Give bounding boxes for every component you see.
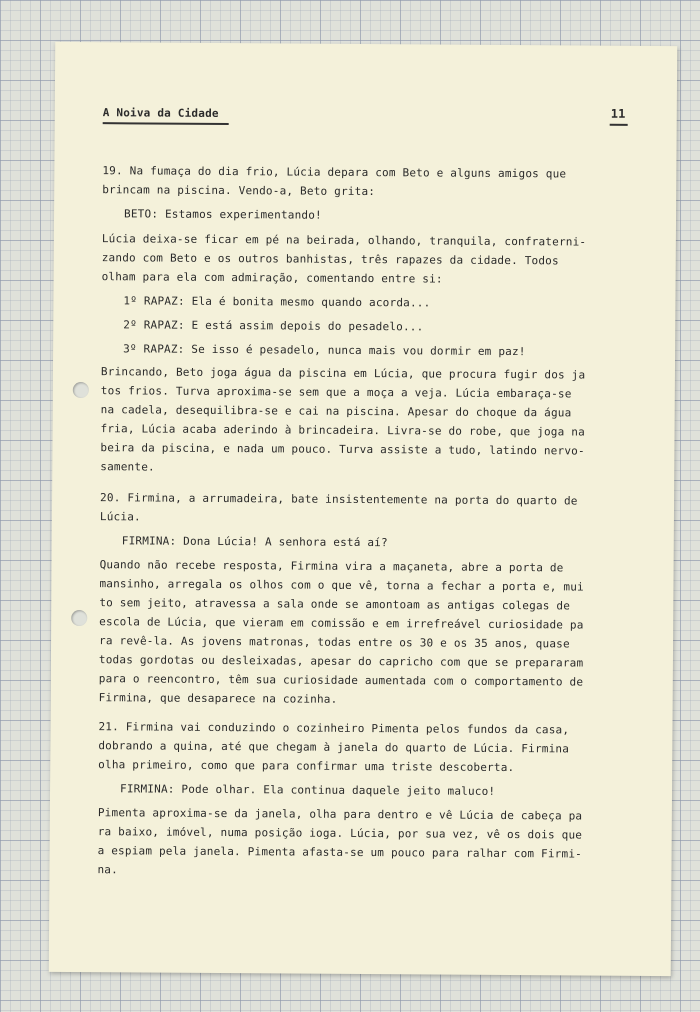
text-line: samente. [100, 460, 155, 474]
text-line: 20. Firmina, a arrumadeira, bate insistentemente na porta do quarto de [100, 491, 578, 508]
text-line: para o reencontro, têm sua curiosidade aumentada com o comportamento de [98, 672, 584, 689]
dialogue-line: 3º RAPAZ: Se isso é pesadelo, nunca mais vou dormir em paz! [123, 342, 526, 359]
text-line: tos frios. Turva aproxima-se sem que a moça a veja. Lúcia embaraça-se [100, 384, 572, 401]
text-line: Quando não recebe resposta, Firmina vira a maçaneta, abre a porta de [99, 558, 564, 575]
text-line: olha primeiro, como que para confirmar uma triste descoberta. [98, 758, 515, 775]
text-line: olham para ela com admiração, comentando entre si: [101, 270, 443, 286]
text-line: Firmina, que desaparece na cozinha. [98, 691, 338, 706]
text-line: Pimenta aproxima-se da janela, olha para dentro e vê Lúcia de cabeça pa [97, 806, 583, 823]
text-line: beira da piscina, e nada um pouco. Turva assiste a tudo, latindo nervo- [100, 441, 585, 458]
dialogue-line: BETO: Estamos experimentando! [124, 207, 322, 222]
text-line: todas gordotas ou desleixadas, apesar do capricho com que se prepararam [98, 653, 584, 670]
text-line: escola de Lúcia, que vieram em comissão e em irrefreável curiosidade pa [99, 615, 584, 632]
page-number-underline [610, 124, 628, 126]
title-underline [103, 122, 229, 124]
dialogue-line: 1º RAPAZ: Ela é bonita mesmo quando acorda... [123, 294, 431, 310]
text-line: na cadela, desequilibra-se e cai na piscina. Apesar do choque da água [100, 403, 572, 420]
text-line: ra revê-la. As jovens matronas, todas entre os 30 e os 35 anos, quase [99, 634, 570, 651]
text-line: 21. Firmina vai conduzindo o cozinheiro Pimenta pelos fundos da casa, [98, 720, 570, 737]
text-line: ra baixo, imóvel, numa posição ioga. Lúcia, por sua vez, vê os dois que [97, 825, 583, 842]
text-line: na. [97, 863, 118, 877]
page-number: 11 [610, 106, 626, 121]
text-line: brincam na piscina. Vendo-a, Beto grita: [102, 183, 376, 199]
text-line: mansinho, arregala os olhos com o que vê, torna a fechar a porta e, mui [99, 577, 584, 594]
text-line: Lúcia. [99, 510, 141, 524]
text-line: Brincando, Beto joga água da piscina em Lúcia, que procura fugir dos ja [100, 365, 586, 382]
text-line: 19. Na fumaça do dia frio, Lúcia depara com Beto e alguns amigos que [102, 164, 567, 181]
dialogue-line: FIRMINA: Pode olhar. Ela continua daquele jeito maluco! [119, 782, 496, 798]
document-title: A Noiva da Cidade [102, 106, 219, 120]
text-line: a espiam pela janela. Pimenta afasta-se um pouco para ralhar com Firmi- [97, 844, 583, 861]
dialogue-line: FIRMINA: Dona Lúcia! A senhora está aí? [121, 534, 388, 550]
document-page [49, 42, 677, 976]
dialogue-line: 2º RAPAZ: E está assim depois do pesadelo... [123, 318, 424, 334]
text-line: to sem jeito, atravessa a sala onde se amontoam as antigas colegas de [99, 596, 571, 613]
text-line: dobrando a quina, até que chegam à janela do quarto de Lúcia. Firmina [98, 739, 570, 756]
typewritten-text [49, 42, 677, 976]
text-line: fria, Lúcia acaba aderindo à brincadeira. Livra-se do robe, que joga na [100, 422, 585, 439]
text-line: zando com Beto e os outros banhistas, três rapazes da cidade. Todos [101, 251, 559, 268]
text-line: Lúcia deixa-se ficar em pé na beirada, olhando, tranquila, confraterni- [101, 232, 587, 249]
